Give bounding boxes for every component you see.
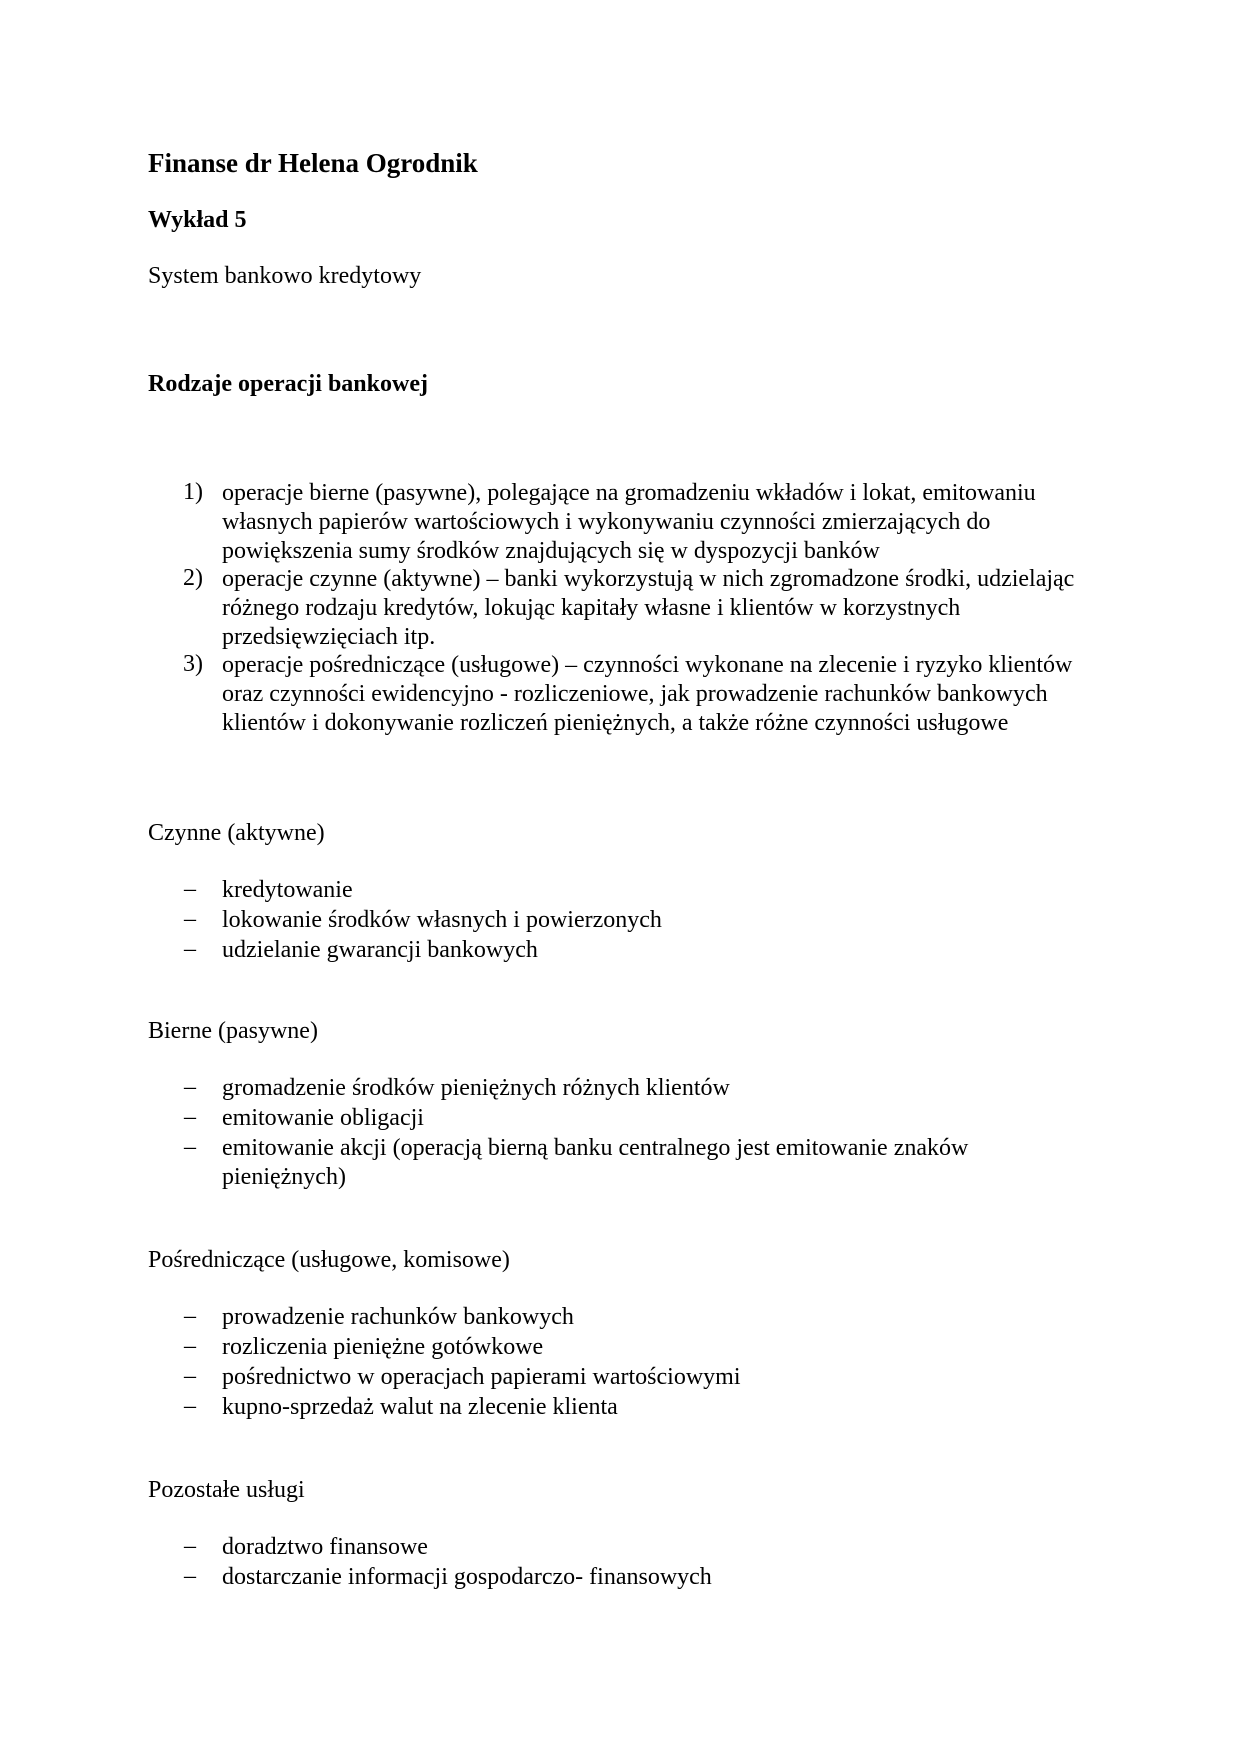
list-item-text: operacje pośredniczące (usługowe) – czynności wykonane na zlecenie i ryzyko klientów oraz czynności ewidencyjno - rozliczeniowe, jak prowadzenie rachunków bankowych klientów i dokonywanie rozliczeń pieniężnych, a także różne czynności usługowe	[222, 652, 1073, 736]
bullet-dash: –	[184, 906, 196, 932]
bullet-item: emitowanie akcji (operacją bierną banku centralnego jest emitowanie znaków pieniężnych)	[222, 1135, 969, 1190]
bullet-item: dostarczanie informacji gospodarczo- finansowych	[222, 1564, 712, 1590]
bullet-item: emitowanie obligacji	[222, 1105, 424, 1131]
bullet-item: pośrednictwo w operacjach papierami wartościowymi	[222, 1364, 741, 1390]
bullet-dash: –	[184, 1363, 196, 1389]
list-item-text: operacje bierne (pasywne), polegające na gromadzeniu wkładów i lokat, emitowaniu własnych papierów wartościowych i wykonywaniu czynności zmierzających do powiększenia sumy środków znajdujących się w dyspozycji banków	[222, 480, 1036, 564]
list-number: 1)	[183, 479, 203, 505]
bullet-dash: –	[184, 876, 196, 902]
bullet-item: kredytowanie	[222, 877, 353, 903]
list-item-text: operacje czynne (aktywne) – banki wykorzystują w nich zgromadzone środki, udzielając różnego rodzaju kredytów, lokując kapitały własne i klientów w korzystnych przedsięwzięciach itp.	[222, 566, 1075, 650]
section-heading: Rodzaje operacji bankowej	[148, 371, 428, 397]
bullet-dash: –	[184, 1303, 196, 1329]
bullet-dash: –	[184, 1104, 196, 1130]
bullet-item: rozliczenia pieniężne gotówkowe	[222, 1334, 544, 1360]
lecture-label: Wykład 5	[148, 207, 247, 233]
bullet-item: prowadzenie rachunków bankowych	[222, 1304, 574, 1330]
list-number: 2)	[183, 565, 203, 591]
bullet-dash: –	[184, 1074, 196, 1100]
bullet-dash: –	[184, 1563, 196, 1589]
group-heading: Pozostałe usługi	[148, 1477, 305, 1503]
bullet-item: kupno-sprzedaż walut na zlecenie klienta	[222, 1394, 618, 1420]
bullet-item: doradztwo finansowe	[222, 1534, 428, 1560]
group-heading: Czynne (aktywne)	[148, 820, 325, 846]
list-number: 3)	[183, 651, 203, 677]
bullet-item: gromadzenie środków pieniężnych różnych klientów	[222, 1075, 730, 1101]
group-heading: Bierne (pasywne)	[148, 1018, 318, 1044]
group-heading: Pośredniczące (usługowe, komisowe)	[148, 1247, 510, 1273]
bullet-dash: –	[184, 1333, 196, 1359]
bullet-dash: –	[184, 936, 196, 962]
bullet-item: udzielanie gwarancji bankowych	[222, 937, 538, 963]
topic-line: System bankowo kredytowy	[148, 263, 422, 289]
bullet-item: lokowanie środków własnych i powierzonych	[222, 907, 662, 933]
bullet-dash: –	[184, 1134, 196, 1160]
document-title: Finanse dr Helena Ogrodnik	[148, 148, 478, 178]
bullet-dash: –	[184, 1393, 196, 1419]
bullet-dash: –	[184, 1533, 196, 1559]
